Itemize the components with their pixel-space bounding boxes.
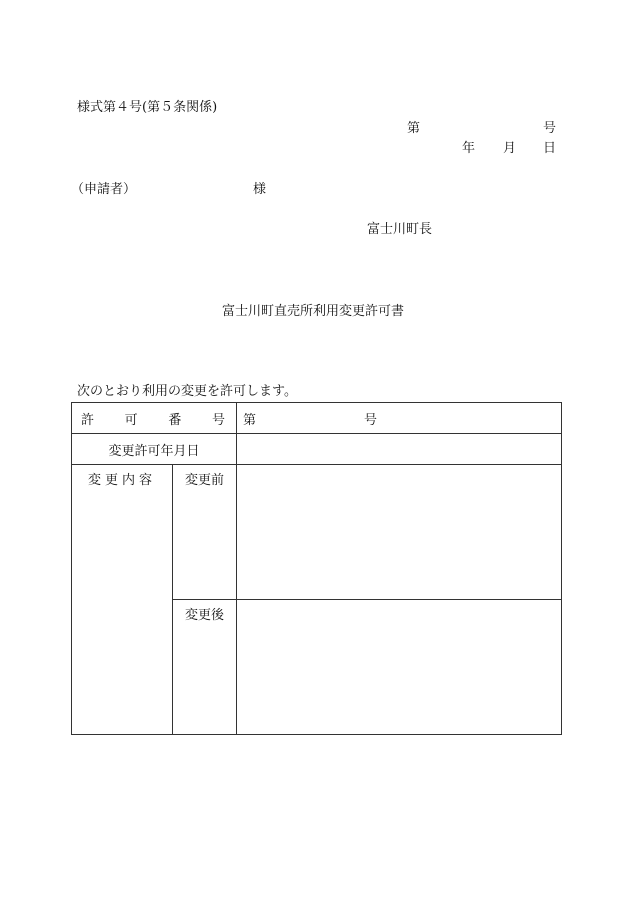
date-year: 年	[462, 141, 476, 156]
permit-label-char-4: 号	[211, 412, 225, 428]
applicant-label: （申請者）	[71, 182, 137, 197]
permit-number-label-cell	[72, 403, 237, 434]
intro-text: 次のとおり利用の変更を許可します。	[77, 384, 297, 399]
change-details-label-cell	[72, 465, 173, 735]
form-number: 様式第４号(第５条関係)	[77, 100, 218, 115]
permit-date-value-cell[interactable]	[237, 434, 562, 465]
after-label-cell	[173, 600, 237, 735]
applicant-honorific: 様	[253, 182, 267, 197]
permit-number-label	[72, 409, 236, 428]
permit-number-prefix: 第	[243, 412, 257, 428]
before-label-cell	[173, 465, 237, 600]
permit-label-char-2: 可	[124, 412, 138, 428]
doc-number-prefix: 第	[407, 121, 421, 136]
change-details-label: 変更内容	[87, 473, 156, 488]
permit-number-row	[72, 403, 562, 434]
permit-date-label: 変更許可年月日	[108, 443, 200, 459]
document-title: 富士川町直売所利用変更許可書	[222, 304, 405, 319]
after-label: 変更後	[184, 608, 224, 623]
before-value-cell[interactable]	[237, 465, 562, 600]
permit-label-char-3: 番	[168, 412, 182, 428]
date-month: 月	[503, 141, 517, 156]
issuer-name: 富士川町長	[367, 222, 433, 237]
permit-form-table	[71, 402, 562, 735]
permit-date-label-cell	[72, 434, 237, 465]
doc-number-suffix: 号	[543, 121, 557, 136]
before-label: 変更前	[184, 473, 224, 488]
change-before-row	[72, 465, 562, 600]
permit-number-suffix: 号	[363, 412, 377, 428]
permit-number-value	[237, 409, 561, 428]
date-day: 日	[543, 141, 557, 156]
permit-date-row	[72, 434, 562, 465]
permit-number-value-cell[interactable]	[237, 403, 562, 434]
permit-label-char-1: 許	[81, 412, 95, 428]
after-value-cell[interactable]	[237, 600, 562, 735]
